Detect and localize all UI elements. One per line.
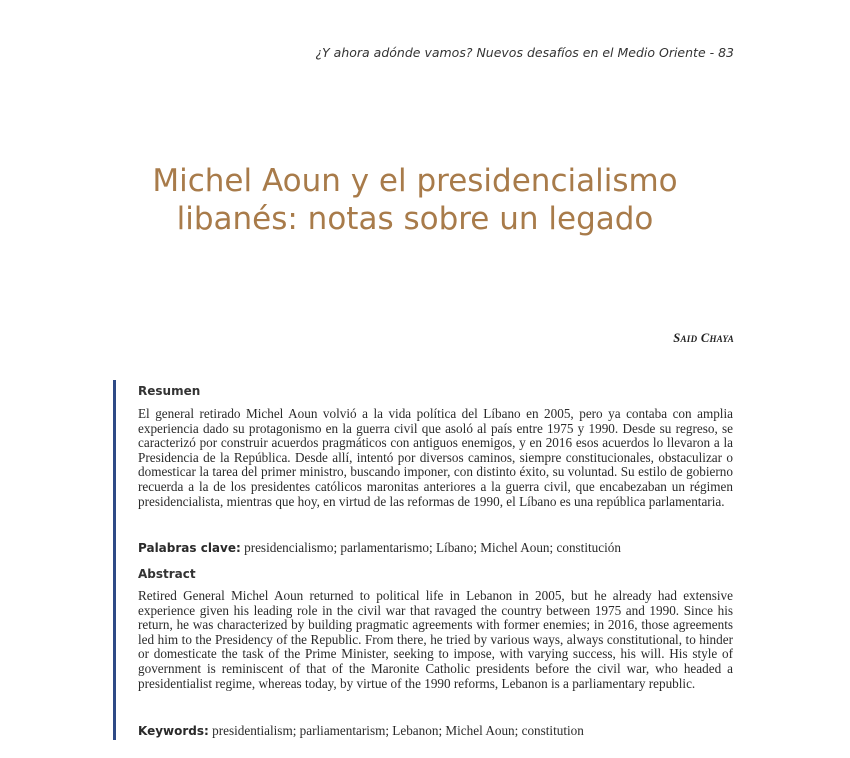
running-header: ¿Y ahora adónde vamos? Nuevos desafíos en el Medio Oriente - 83 [315,45,734,60]
keywords-label: Keywords: [138,724,209,738]
resumen-heading: Resumen [138,384,201,398]
article-title-line-2: libanés: notas sobre un legado [176,201,654,237]
abstract-heading: Abstract [138,567,196,581]
author-name: Said Chaya [673,331,734,345]
article-title [0,162,830,238]
palabras-clave-label: Palabras clave: [138,541,241,555]
article-title-line-1: Michel Aoun y el presidencialismo [152,163,678,199]
keywords-values: presidentialism; parliamentarism; Lebanon; Michel Aoun; constitution [212,723,584,738]
palabras-clave [138,540,733,556]
palabras-clave-values: presidencialismo; parlamentarismo; Líbano; Michel Aoun; constitución [244,540,621,555]
abstract-box [113,380,733,740]
resumen-body: El general retirado Michel Aoun volvió a la vida política del Líbano en 2005, pero ya contaba con amplia experiencia dado su protagonismo en la guerra civil que asoló al país entre 1975 y 1990. Desde su regreso, se caracterizó por construir acuerdos pragmáticos con antiguos enemigos, y en 2016 esos acuerdos lo llevaron a la Presidencia de la República. Desde allí, intentó por diversos caminos, siempre constitucionales, obstaculizar o domesticar la tarea del primer ministro, buscando imponer, con distinto éxito, su voluntad. Su estilo de gobierno recuerda a la de los presidentes católicos maronitas anteriores a la guerra civil, que encabezaban un régimen presidencialista, mientras que hoy, en virtud de las reformas de 1990, el Líbano es una república parlamentaria. [138,406,733,509]
keywords [138,723,733,739]
abstract-body: Retired General Michel Aoun returned to political life in Lebanon in 2005, but he already had extensive experience given his leading role in the civil war that ravaged the country between 1975 and 1990. Since his return, he was characterized by building pragmatic agreements with former enemies; in 2016, those agreements led him to the Presidency of the Republic. From there, he tried by various ways, always constitutional, to hinder or domesticate the task of the Prime Minister, seeking to impose, with varying success, his will. His style of government is reminiscent of that of the Maronite Catholic presidents before the civil war, who headed a presidentialist regime, whereas today, by virtue of the 1990 reforms, Lebanon is a parliamentary republic. [138,588,733,691]
